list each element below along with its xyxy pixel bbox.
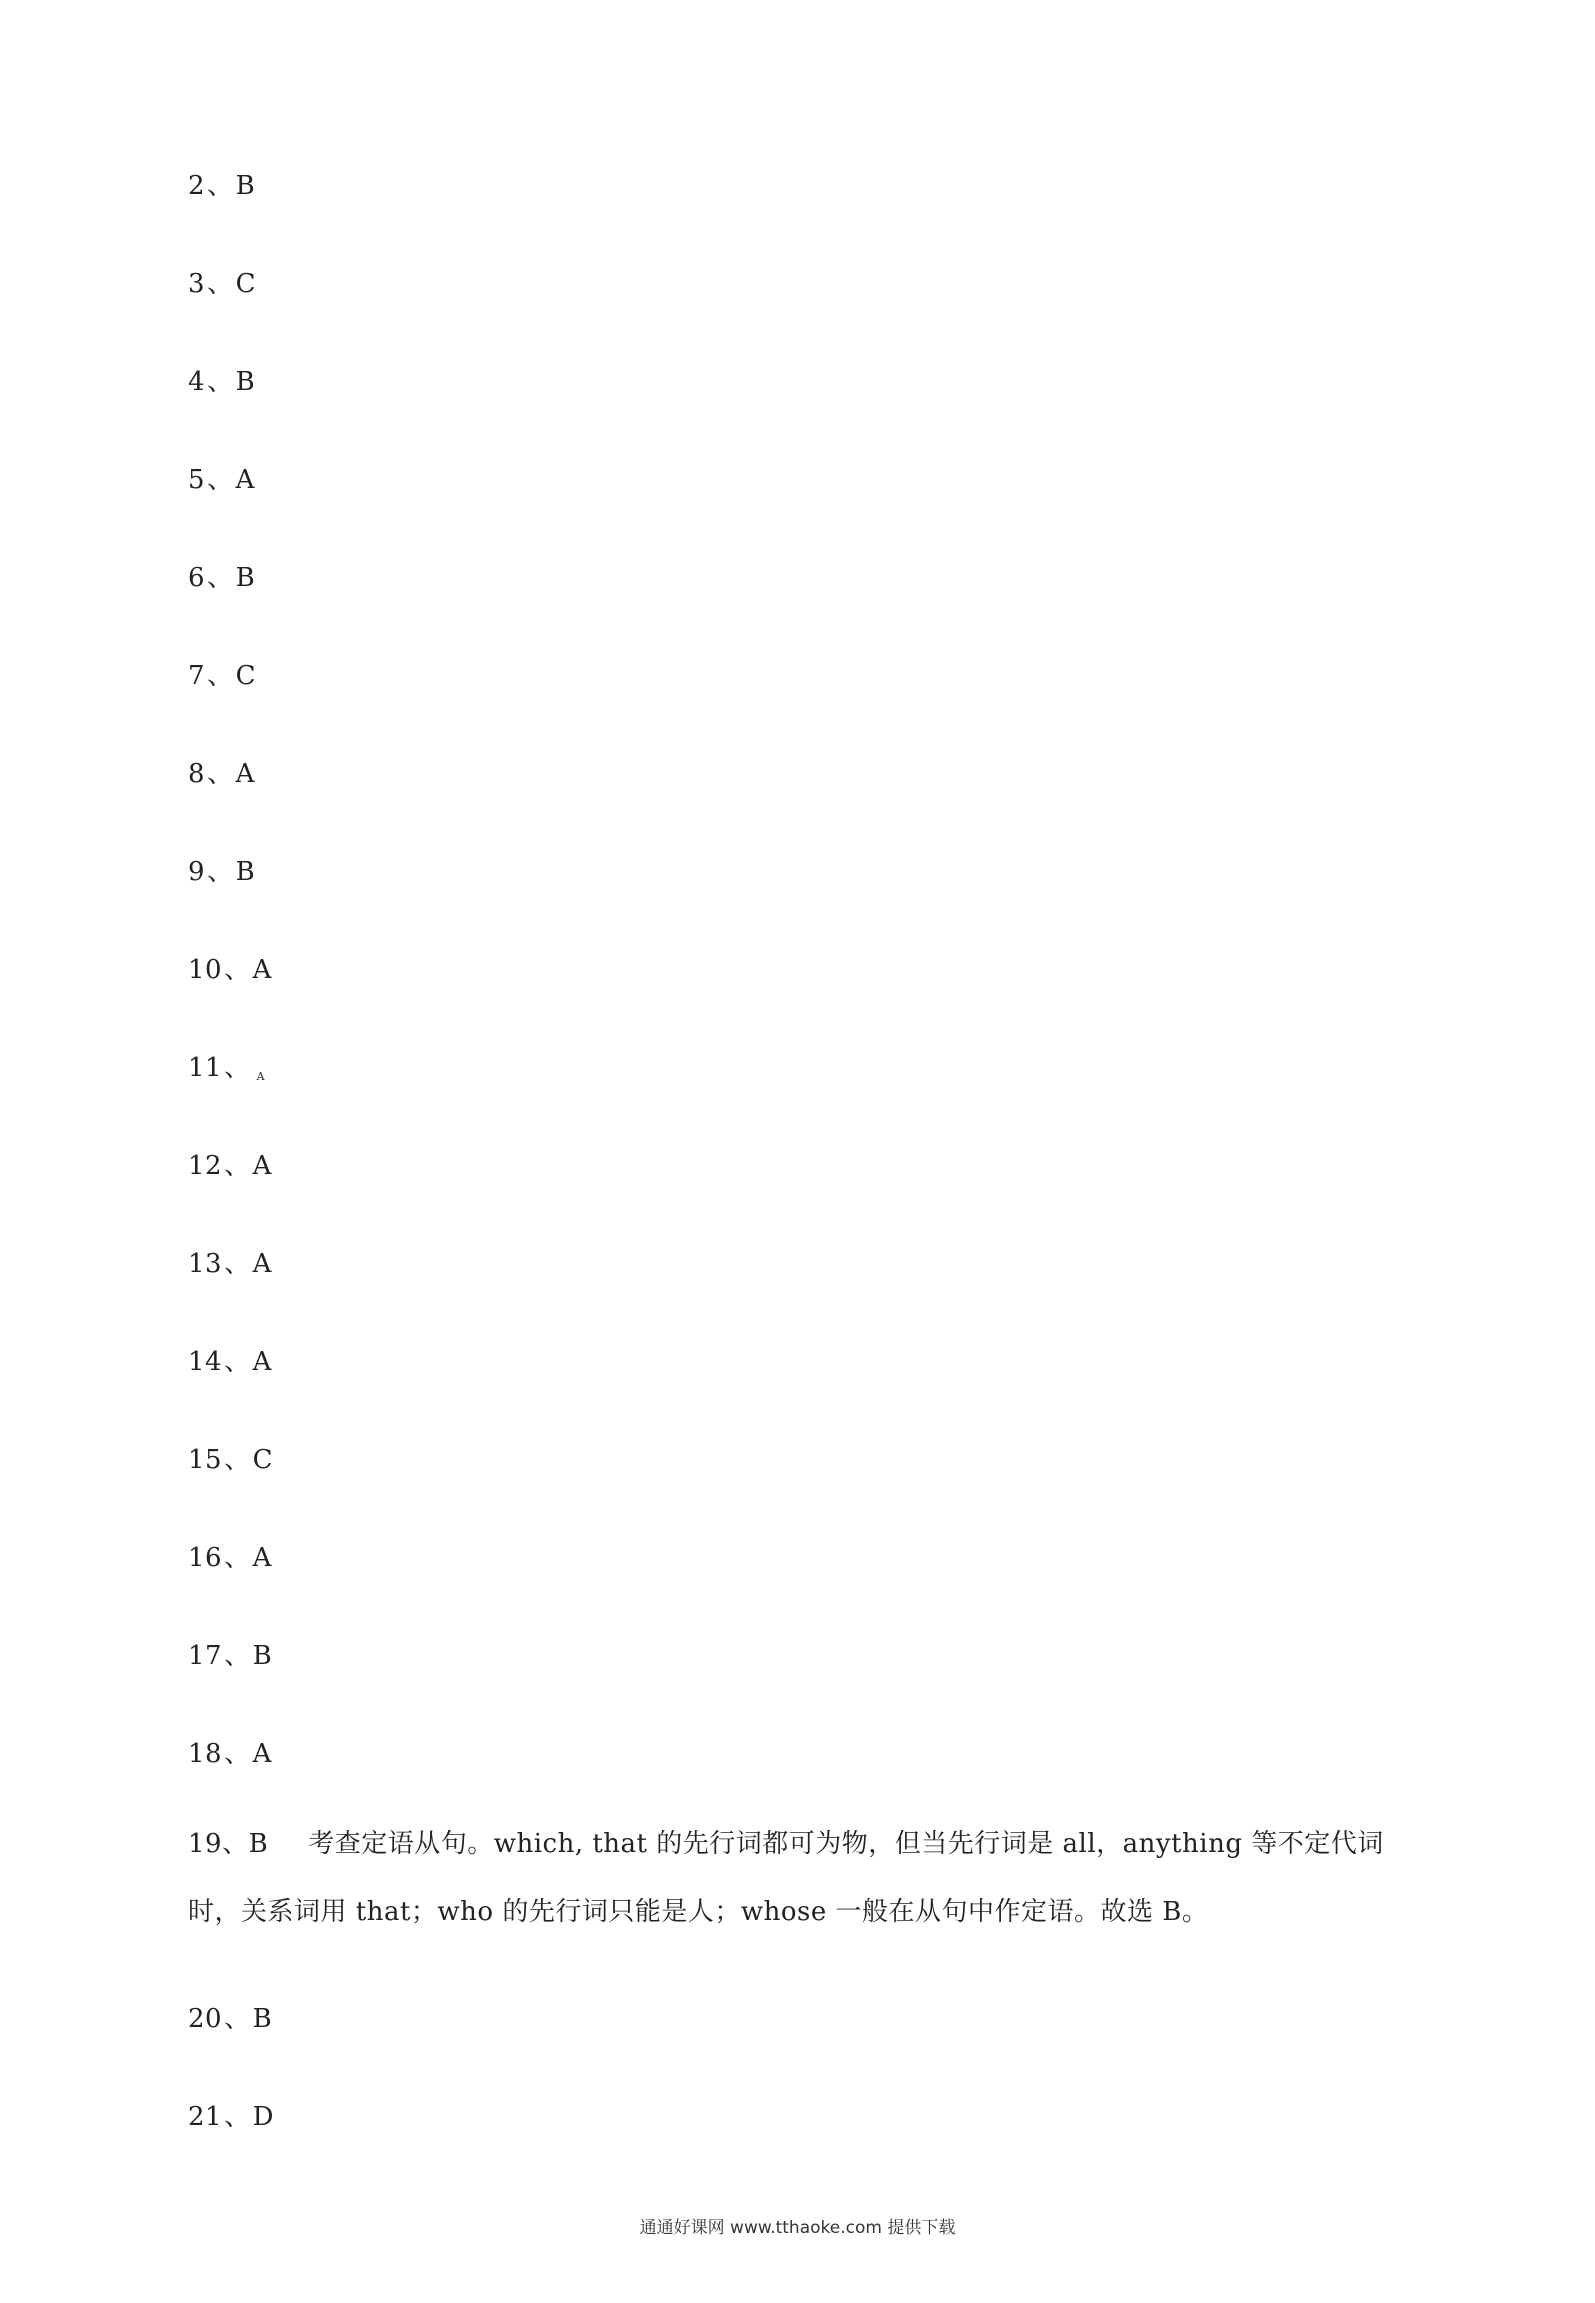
separator: 、 bbox=[224, 1053, 251, 1083]
answer-choice: A bbox=[252, 1739, 272, 1769]
answer-choice: A bbox=[235, 759, 255, 789]
answer-line bbox=[188, 659, 256, 693]
page-footer: 通通好课网 www.tthaoke.com 提供下载 bbox=[639, 2218, 956, 2238]
answer-line bbox=[188, 463, 255, 497]
answer-choice: A bbox=[252, 1249, 272, 1279]
answer-choice: A bbox=[252, 1151, 272, 1181]
question-number: 10 bbox=[188, 955, 223, 985]
explanation-text: 考查定语从句。which, that 的先行词都可为物，但当先行词是 all，anything 等不定代词时，关系词用 that；who 的先行词只能是人；whose 一般在从句中作定语。故选 B。 bbox=[188, 1829, 1384, 1927]
separator: 、 bbox=[224, 1543, 251, 1573]
answer-line bbox=[188, 1051, 265, 1094]
separator: 、 bbox=[207, 269, 234, 299]
question-number: 20 bbox=[188, 2004, 223, 2034]
separator: 、 bbox=[224, 1445, 251, 1475]
answer-line bbox=[188, 169, 255, 203]
answer-choice: A bbox=[235, 465, 255, 495]
question-number: 11 bbox=[188, 1053, 223, 1083]
question-number: 15 bbox=[188, 1445, 223, 1475]
question-number: 9 bbox=[188, 857, 206, 887]
separator: 、 bbox=[207, 857, 234, 887]
question-number: 7 bbox=[188, 661, 206, 691]
answer-choice: A bbox=[252, 955, 272, 985]
question-number-answer: 19、B bbox=[188, 1829, 269, 1859]
separator: 、 bbox=[207, 171, 234, 201]
question-number: 3 bbox=[188, 269, 206, 299]
answer-line bbox=[188, 1247, 272, 1281]
question-number: 21 bbox=[188, 2102, 223, 2132]
answer-line bbox=[188, 1149, 272, 1183]
question-number: 6 bbox=[188, 563, 206, 593]
answer-explanation bbox=[188, 1810, 1418, 1946]
answer-line bbox=[188, 1541, 272, 1575]
answer-choice: B bbox=[235, 367, 256, 397]
answer-choice: D bbox=[252, 2102, 274, 2132]
question-number: 8 bbox=[188, 759, 206, 789]
separator: 、 bbox=[224, 1151, 251, 1181]
question-number: 17 bbox=[188, 1641, 223, 1671]
separator: 、 bbox=[224, 955, 251, 985]
question-number: 5 bbox=[188, 465, 206, 495]
question-number: 13 bbox=[188, 1249, 223, 1279]
separator: 、 bbox=[224, 1739, 251, 1769]
separator: 、 bbox=[224, 2004, 251, 2034]
answer-choice: C bbox=[252, 1445, 274, 1475]
separator: 、 bbox=[207, 563, 234, 593]
answer-line bbox=[188, 855, 255, 889]
answer-choice: B bbox=[252, 2004, 273, 2034]
question-number: 18 bbox=[188, 1739, 223, 1769]
answer-line bbox=[188, 1443, 273, 1477]
answer-choice: B bbox=[235, 563, 256, 593]
answer-line bbox=[188, 561, 255, 595]
separator: 、 bbox=[224, 1249, 251, 1279]
answer-choice: B bbox=[235, 857, 256, 887]
separator: 、 bbox=[224, 2102, 251, 2132]
answer-choice: A bbox=[252, 1543, 272, 1573]
answer-line bbox=[188, 267, 256, 301]
answer-line bbox=[188, 953, 272, 987]
answer-line bbox=[188, 757, 255, 791]
answer-line bbox=[188, 1639, 272, 1673]
answer-line bbox=[188, 1737, 272, 1771]
separator: 、 bbox=[224, 1347, 251, 1377]
answer-choice: C bbox=[235, 661, 256, 691]
answer-choice: A bbox=[256, 1070, 266, 1083]
separator: 、 bbox=[224, 1641, 251, 1671]
answer-line bbox=[188, 2002, 272, 2036]
question-number: 14 bbox=[188, 1347, 223, 1377]
answer-line bbox=[188, 2100, 274, 2134]
question-number: 12 bbox=[188, 1151, 223, 1181]
separator: 、 bbox=[207, 759, 234, 789]
separator: 、 bbox=[207, 367, 234, 397]
answer-choice: B bbox=[235, 171, 256, 201]
question-number: 2 bbox=[188, 171, 206, 201]
separator: 、 bbox=[207, 661, 234, 691]
answer-line bbox=[188, 365, 255, 399]
question-number: 16 bbox=[188, 1543, 223, 1573]
question-number: 4 bbox=[188, 367, 206, 397]
answer-choice: C bbox=[235, 269, 256, 299]
answer-choice: A bbox=[252, 1347, 272, 1377]
answer-choice: B bbox=[252, 1641, 273, 1671]
separator: 、 bbox=[207, 465, 234, 495]
answer-line bbox=[188, 1345, 272, 1379]
